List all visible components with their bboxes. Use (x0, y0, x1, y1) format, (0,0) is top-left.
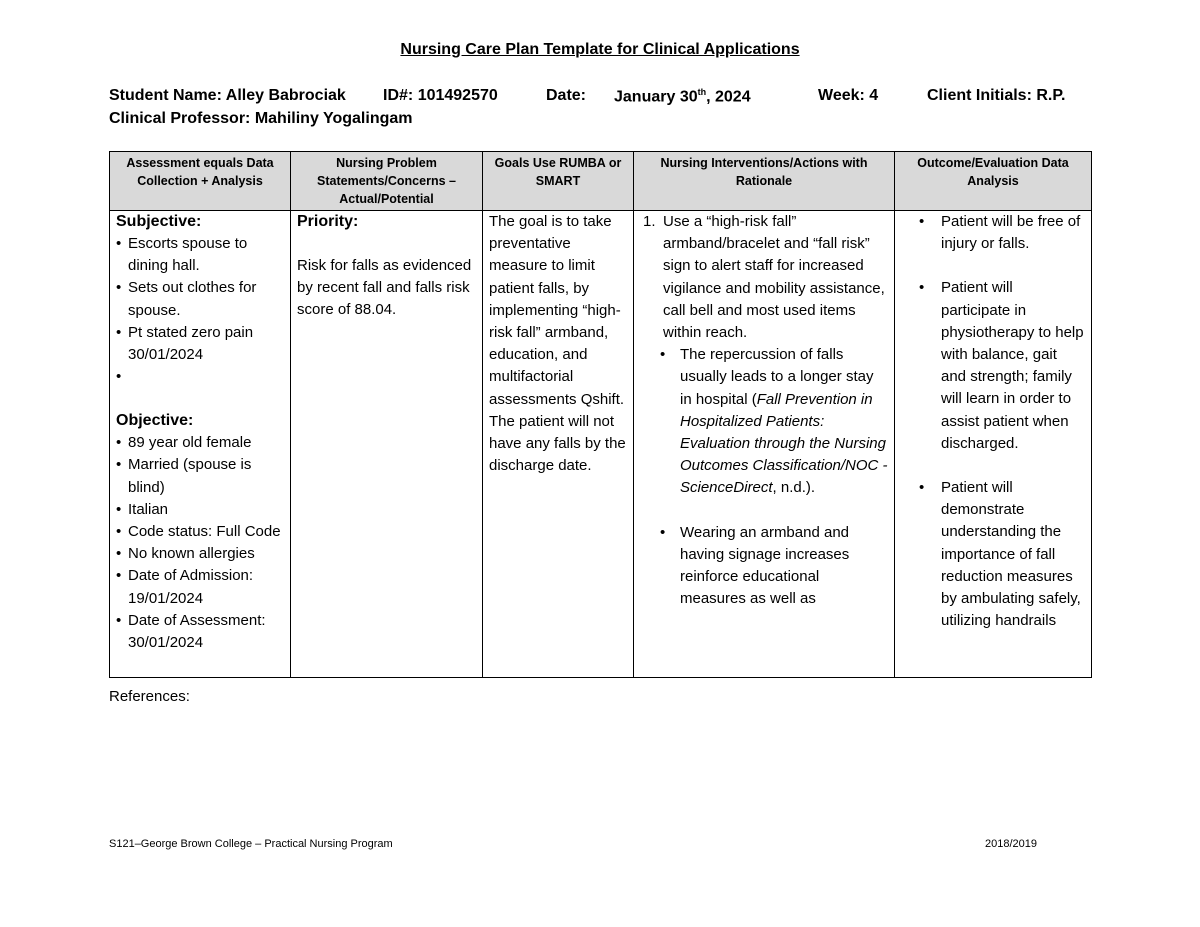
client-value: R.P. (1036, 87, 1066, 104)
col-outcome: Outcome/Evaluation Data Analysis (895, 152, 1092, 211)
rationale-list (640, 344, 888, 610)
intervention-item (640, 211, 888, 344)
student-id-row (383, 87, 498, 105)
list-item: • Sets out clothes for spouse. (116, 277, 284, 321)
page-title: Nursing Care Plan Template for Clinical Applications (400, 41, 800, 58)
subjective-heading: Subjective: (116, 213, 202, 230)
professor-label: Clinical Professor: (109, 110, 251, 127)
col-goals: Goals Use RUMBA or SMART (483, 152, 634, 211)
rationale-item: • The repercussion of falls usually leads to a longer stay in hospital (Fall Prevention in Hospitalized Patients: Evaluation through the Nursing Outcomes Classification/NOC - ScienceDirect, n.d.). (640, 344, 888, 499)
list-item: • Married (spouse is blind) (116, 454, 284, 498)
list-item (116, 366, 284, 388)
interventions-cell (634, 211, 895, 678)
list-item: • Code status: Full Code (116, 521, 284, 543)
objective-heading: Objective: (116, 412, 194, 430)
list-item: • Escorts spouse to dining hall. (116, 233, 284, 277)
assessment-cell (110, 211, 291, 678)
rationale-item: • Wearing an armband and having signage increases reinforce educational measures as well as (640, 522, 888, 611)
date-value: January 30th, 2024 (614, 87, 751, 106)
footer-right: 2018/2019 (985, 838, 1037, 850)
intervention-number: 1. (643, 213, 656, 230)
list-item: • 89 year old female (116, 432, 284, 454)
table-header-row (110, 152, 1092, 211)
col-problem: Nursing Problem Statements/Concerns – Actual/Potential (291, 152, 483, 211)
student-name-row (109, 87, 346, 105)
week-row (818, 87, 878, 105)
references-label: References: (109, 688, 190, 705)
student-name-label: Student Name: (109, 87, 222, 104)
list-item: • Italian (116, 499, 284, 521)
list-item: • Patient will demonstrate understanding the importance of fall reduction measures by ambulating safely, utilizing handrails (901, 477, 1085, 632)
list-item: • Patient will be free of injury or falls. (901, 211, 1085, 255)
outcome-cell (895, 211, 1092, 678)
col-interventions: Nursing Interventions/Actions with Rationale (634, 152, 895, 211)
table-row (110, 211, 1092, 678)
list-item: • Patient will participate in physiotherapy to help with balance, gait and strength; family will learn in order to assist patient when discharged. (901, 277, 1085, 455)
date-label: Date: (546, 87, 587, 104)
problem-cell (291, 211, 483, 678)
week-value: 4 (869, 87, 879, 104)
interventions-list (640, 211, 888, 344)
client-label: Client Initials: (927, 87, 1032, 104)
priority-heading: Priority: (297, 213, 359, 230)
week-label: Week: (818, 87, 865, 104)
citation: Fall Prevention in Hospitalized Patients: Evaluation through the Nursing Outcomes Classification/NOC - ScienceDirect (680, 390, 888, 497)
list-item: • Date of Assessment: 30/01/2024 (116, 610, 284, 654)
subjective-list (116, 233, 284, 388)
care-plan-table (109, 151, 1092, 678)
intervention-text: Use a “high-risk fall” armband/bracelet and “fall risk” sign to alert staff for increased vigilance and mobility assistance, call bell and most used items within reach. (663, 213, 885, 342)
problem-statement: Risk for falls as evidenced by recent fall and falls risk score of 88.04. (297, 257, 472, 319)
student-name-value: Alley Babrociak (225, 87, 346, 104)
list-item: • Date of Admission: 19/01/2024 (116, 565, 284, 609)
goal-cell (483, 211, 634, 678)
list-item: • Pt stated zero pain 30/01/2024 (116, 322, 284, 366)
objective-list (116, 432, 284, 654)
list-item: • No known allergies (116, 543, 284, 565)
id-label: ID#: (383, 87, 414, 104)
footer-left: S121–George Brown College – Practical Nursing Program (109, 838, 393, 850)
goal-text: The goal is to take preventative measure to limit patient falls, by implementing “high-risk fall” armband, education, and multifactorial assessments Qshift. The patient will not have any falls by the discharge date. (489, 211, 627, 477)
id-value: 101492570 (417, 87, 498, 104)
col-assessment: Assessment equals Data Collection + Analysis (110, 152, 291, 211)
outcome-list (901, 211, 1085, 632)
professor-row (109, 110, 412, 128)
client-initials-row (927, 87, 1065, 105)
professor-value: Mahiliny Yogalingam (254, 110, 413, 127)
